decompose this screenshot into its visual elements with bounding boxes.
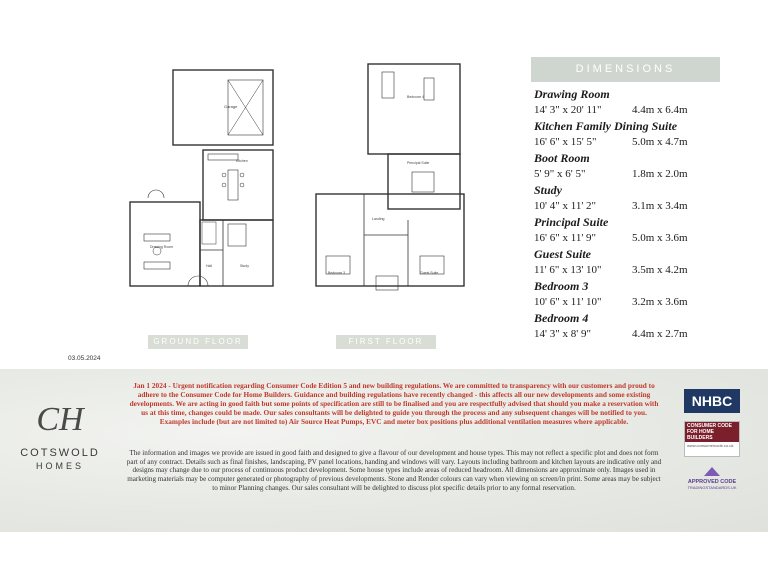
svg-text:Study: Study xyxy=(240,264,249,268)
approved-code-badge xyxy=(684,465,740,495)
imperial-size: 10' 6" x 11' 10" xyxy=(534,296,602,308)
metric-size: 3.2m x 3.6m xyxy=(632,296,688,308)
ground-floor-label: GROUND FLOOR xyxy=(148,335,248,349)
metric-size: 5.0m x 4.7m xyxy=(632,136,688,148)
dimension-entry xyxy=(534,279,734,310)
garage-label: Garage xyxy=(224,104,238,109)
ground-floor-plan xyxy=(128,62,288,302)
disclaimer-text: The information and images we provide are issued in good faith and designed to give a flavour of our development and house types. This may not reflect a specific plot and does not form part of any contract. Details such as final finishes, landscaping, PV panel locations, handing and windows will vary. Layouts including bathroom and kitchen layouts are indicative only and designs may change due to our process of continuous product development. Some house types include areas of reduced headroom. All dimensions are approximate only. Images used in marketing materials may be computer generated or photography of previous developments. Stone and Render colours can vary when viewing on screen/in print. Some areas may be subject to minor Planning changes. Our sales consultant will be delighted to discuss plot specific details prior to any formal reservation. xyxy=(126,449,662,492)
approved-code-sub: TRADINGSTANDARDS.UK xyxy=(687,485,737,490)
dimensions-list xyxy=(534,87,734,343)
room-dimensions xyxy=(534,166,734,182)
imperial-size: 14' 3" x 8' 9" xyxy=(534,328,591,340)
svg-text:Bedroom 4: Bedroom 4 xyxy=(407,95,425,99)
imperial-size: 11' 6" x 13' 10" xyxy=(534,264,602,276)
room-dimensions xyxy=(534,198,734,214)
consumer-code-url: www.consumercode.co.uk xyxy=(687,443,734,448)
svg-text:Principal Suite: Principal Suite xyxy=(407,161,430,165)
dimension-entry xyxy=(534,183,734,214)
metric-size: 4.4m x 6.4m xyxy=(632,104,688,116)
room-dimensions xyxy=(534,230,734,246)
brand-logo xyxy=(15,400,105,472)
imperial-size: 16' 6" x 11' 9" xyxy=(534,232,597,244)
metric-size: 4.4m x 2.7m xyxy=(632,328,688,340)
svg-text:Hall: Hall xyxy=(206,264,213,268)
room-name: Boot Room xyxy=(534,151,590,165)
document-date: 03.05.2024 xyxy=(68,355,101,362)
dimension-entry xyxy=(534,247,734,278)
brand-sub: HOMES xyxy=(35,461,84,471)
svg-text:Bedroom 3: Bedroom 3 xyxy=(328,271,346,275)
brand-name: COTSWOLD xyxy=(20,447,100,459)
room-name: Drawing Room xyxy=(534,87,610,101)
metric-size: 1.8m x 2.0m xyxy=(632,168,688,180)
room-dimensions xyxy=(534,294,734,310)
metric-size: 3.5m x 4.2m xyxy=(632,264,688,276)
approved-code-icon xyxy=(702,465,722,477)
room-name: Kitchen Family Dining Suite xyxy=(534,119,678,133)
first-floor-plan xyxy=(312,60,472,300)
metric-size: 5.0m x 3.6m xyxy=(632,232,688,244)
imperial-size: 16' 6" x 15' 5" xyxy=(534,136,597,148)
room-name: Principal Suite xyxy=(534,215,609,229)
brand-monogram: CH xyxy=(36,401,84,438)
room-dimensions xyxy=(534,262,734,278)
imperial-size: 10' 4" x 11' 2" xyxy=(534,200,597,212)
imperial-size: 5' 9" x 6' 5" xyxy=(534,168,586,180)
dimension-entry xyxy=(534,215,734,246)
svg-text:Kitchen: Kitchen xyxy=(236,159,248,163)
room-name: Study xyxy=(534,183,563,197)
metric-size: 3.1m x 3.4m xyxy=(632,200,688,212)
first-floor-label: FIRST FLOOR xyxy=(336,335,436,349)
dimension-entry xyxy=(534,87,734,118)
dimension-entry xyxy=(534,119,734,150)
imperial-size: 14' 3" x 20' 11" xyxy=(534,104,602,116)
svg-text:Drawing Room: Drawing Room xyxy=(150,245,174,249)
room-dimensions xyxy=(534,102,734,118)
room-name: Bedroom 4 xyxy=(534,311,589,325)
nhbc-badge: NHBC xyxy=(684,389,740,413)
room-dimensions xyxy=(534,134,734,150)
svg-text:Landing: Landing xyxy=(372,217,385,221)
regulation-notice: Jan 1 2024 - Urgent notification regarding Consumer Code Edition 5 and new building regulations. We are committed to transparency with our customers and proud to adhere to the Consumer Code for Home Builders. Guidance and building regulations have recently changed - this affects all our new developments and some existing developments. We are acting in good faith but some points of specification are still to be finalised and you are respectfully advised that should you make a reservation with us at this time, changes could be made. Our sales consultants will be delighted to guide you through the process and any subsequent changes will be notified to you. Examples include (but are not limited to) Air Source Heat Pumps, EVC and meter box positions plus additional ventilation measures where applicable. xyxy=(129,381,659,426)
approved-code-title: APPROVED CODE xyxy=(687,479,737,485)
dimension-entry xyxy=(534,151,734,182)
consumer-code-title: CONSUMER CODE FOR HOME BUILDERS xyxy=(685,422,739,442)
room-name: Bedroom 3 xyxy=(534,279,589,293)
consumer-code-badge xyxy=(684,421,740,457)
room-name: Guest Suite xyxy=(534,247,592,261)
dimension-entry xyxy=(534,311,734,342)
svg-text:Guest Suite: Guest Suite xyxy=(420,271,439,275)
room-dimensions xyxy=(534,326,734,342)
dimensions-heading: DIMENSIONS xyxy=(531,57,720,82)
